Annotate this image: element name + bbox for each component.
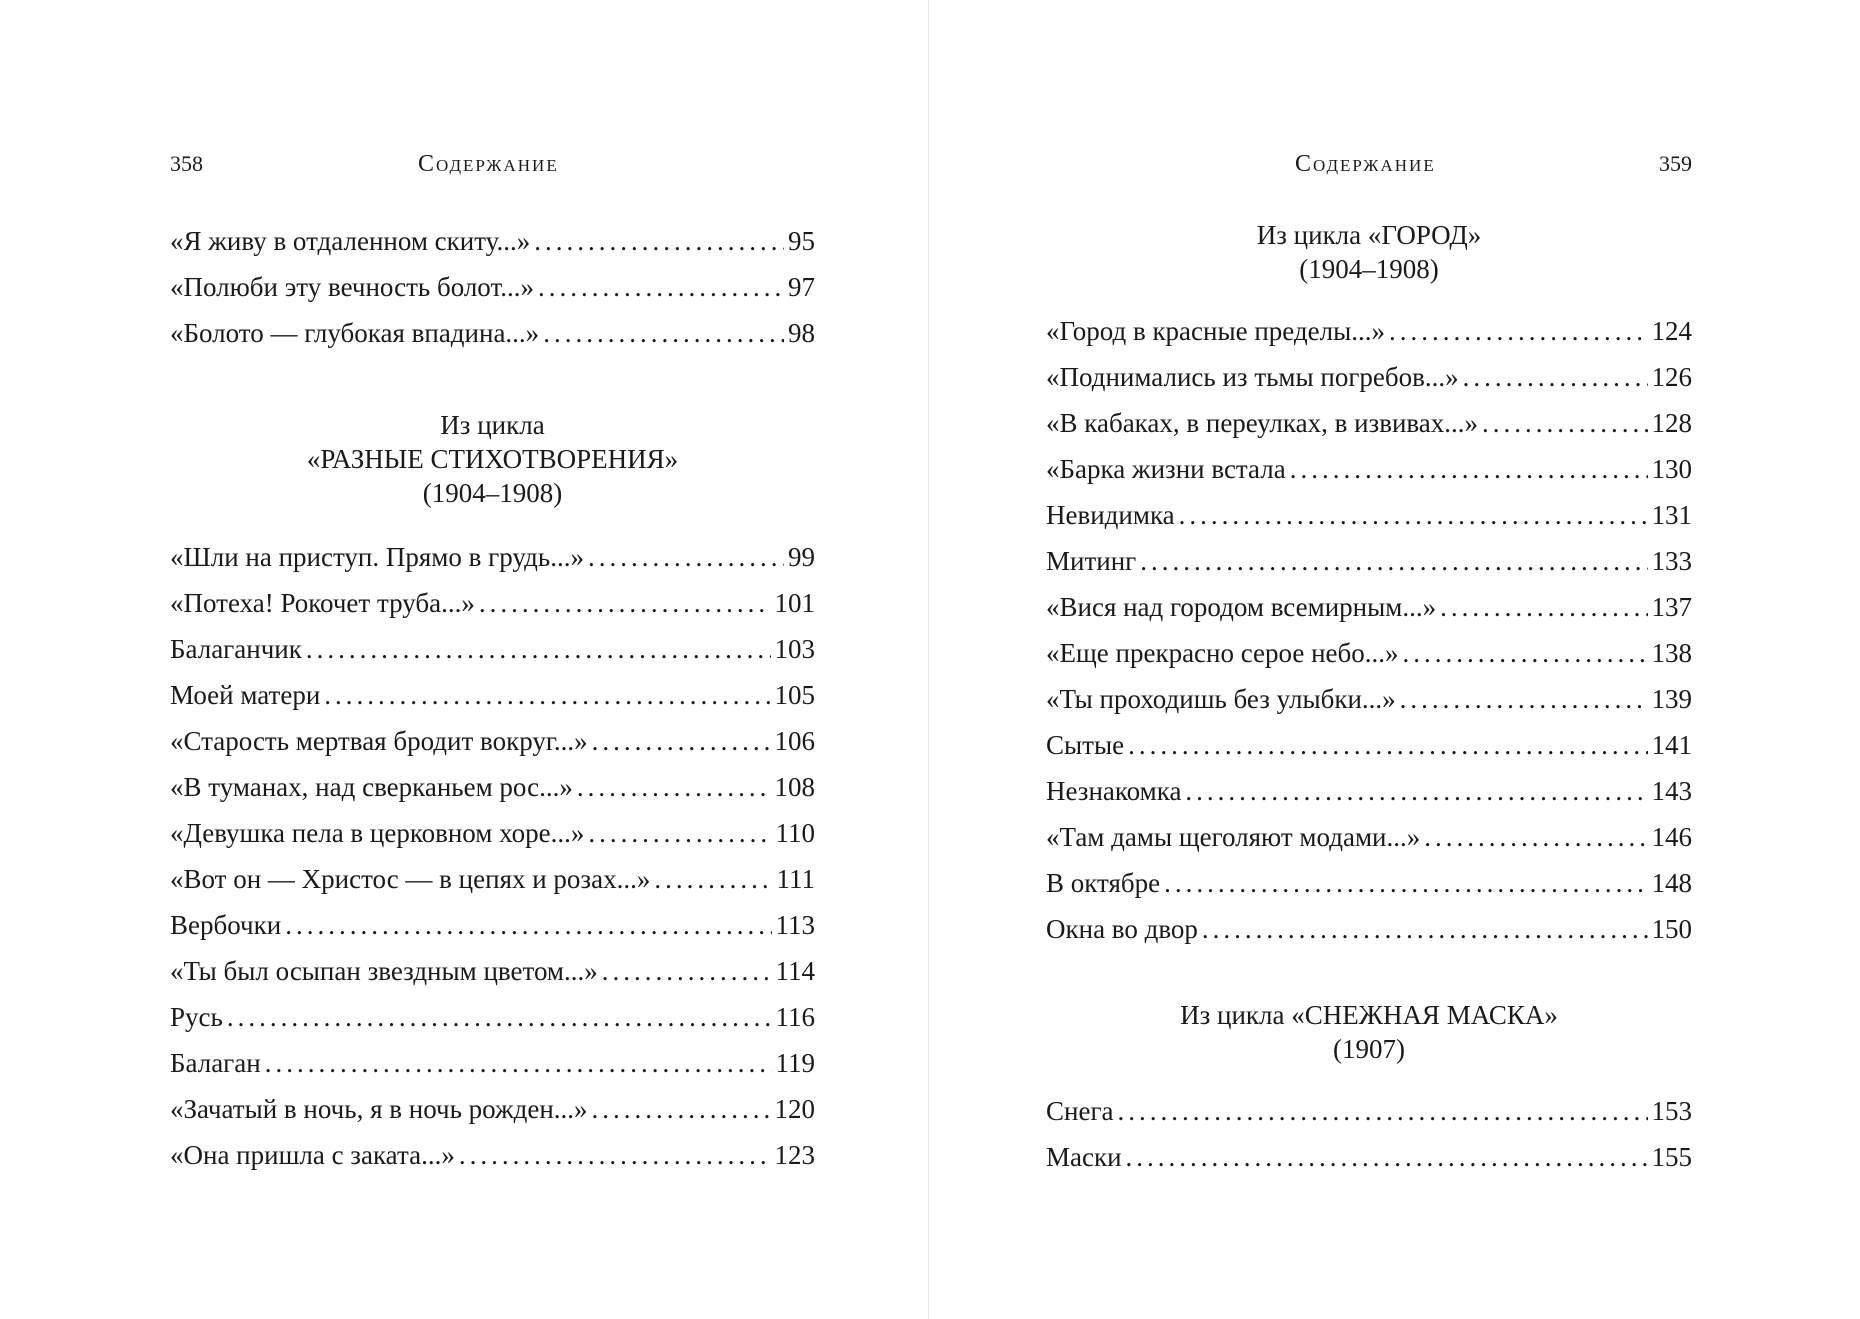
toc-entry-page: 138 xyxy=(1651,638,1692,668)
toc-entry xyxy=(170,1086,815,1132)
toc-entry-title: Невидимка xyxy=(1046,500,1175,530)
toc-entry-title: «Старость мертвая бродит вокруг...» xyxy=(170,726,588,756)
dot-leader xyxy=(1403,630,1648,676)
toc-entry xyxy=(170,534,815,580)
toc-entry xyxy=(170,580,815,626)
toc-entry-page: 105 xyxy=(774,680,815,710)
running-head xyxy=(1046,151,1692,181)
toc-entry-title: Маски xyxy=(1046,1142,1122,1172)
dot-leader xyxy=(602,948,772,994)
toc-entry xyxy=(1046,308,1692,354)
dot-leader xyxy=(324,672,770,718)
dot-leader xyxy=(1463,354,1648,400)
toc-entry-page: 103 xyxy=(774,634,815,664)
dot-leader xyxy=(543,310,784,356)
cycle-heading xyxy=(170,408,815,510)
toc-entry-page: 110 xyxy=(775,818,815,848)
toc-entry-title: Вербочки xyxy=(170,910,282,940)
dot-leader xyxy=(285,902,771,948)
page-number: 359 xyxy=(1659,151,1692,176)
toc-entry-page: 137 xyxy=(1651,592,1692,622)
toc-entry xyxy=(1046,354,1692,400)
dot-leader xyxy=(1290,446,1648,492)
toc-list xyxy=(1046,1088,1692,1180)
dot-leader xyxy=(588,810,771,856)
toc-entry xyxy=(1046,538,1692,584)
running-head xyxy=(170,151,815,181)
dot-leader xyxy=(654,856,772,902)
dot-leader xyxy=(1179,492,1648,538)
toc-entry-page: 99 xyxy=(788,542,815,572)
toc-entry-title: «Вися над городом всемирным...» xyxy=(1046,592,1437,622)
cycle-heading xyxy=(1046,218,1692,286)
toc-entry xyxy=(170,1040,815,1086)
toc-entry-page: 120 xyxy=(774,1094,815,1124)
running-head-title: Содержание xyxy=(418,151,559,177)
toc-entry-title: Балаган xyxy=(170,1048,261,1078)
running-head-title: Содержание xyxy=(1295,151,1436,177)
toc-list xyxy=(170,534,815,1178)
toc-entry-page: 143 xyxy=(1651,776,1692,806)
dot-leader xyxy=(1202,906,1648,952)
toc-entry-page: 119 xyxy=(775,1048,815,1078)
toc-entry-title: Незнакомка xyxy=(1046,776,1182,806)
toc-entry xyxy=(170,994,815,1040)
toc-entry-page: 123 xyxy=(774,1140,815,1170)
toc-entry-title: «Вот он — Христос — в цепях и розах...» xyxy=(170,864,651,894)
dot-leader xyxy=(588,534,784,580)
toc-entry-title: Окна во двор xyxy=(1046,914,1198,944)
toc-entry xyxy=(1046,768,1692,814)
toc-entry xyxy=(170,264,815,310)
toc-content xyxy=(170,218,815,1178)
toc-entry-title: «Она пришла с заката...» xyxy=(170,1140,455,1170)
toc-entry-title: «Болото — глубокая впадина...» xyxy=(170,318,540,348)
dot-leader xyxy=(1389,308,1647,354)
toc-entry-title: Моей матери xyxy=(170,680,321,710)
dot-leader xyxy=(1164,860,1647,906)
dot-leader xyxy=(306,626,771,672)
toc-entry-page: 97 xyxy=(788,272,815,302)
dot-leader xyxy=(592,718,771,764)
right-page xyxy=(1046,0,1692,1319)
cycle-heading-line: (1904–1908) xyxy=(422,478,563,508)
dot-leader xyxy=(265,1040,772,1086)
toc-entry xyxy=(1046,1088,1692,1134)
toc-entry-title: Митинг xyxy=(1046,546,1137,576)
dot-leader xyxy=(1118,1088,1648,1134)
toc-entry-page: 139 xyxy=(1651,684,1692,714)
toc-entry-title: «Полюби эту вечность болот...» xyxy=(170,272,534,302)
toc-entry-title: «Ты проходишь без улыбки...» xyxy=(1046,684,1396,714)
toc-entry xyxy=(1046,1134,1692,1180)
toc-entry xyxy=(1046,814,1692,860)
toc-entry xyxy=(170,672,815,718)
left-page xyxy=(170,0,815,1319)
dot-leader xyxy=(1400,676,1648,722)
dot-leader xyxy=(1126,1134,1648,1180)
cycle-heading-line: «РАЗНЫЕ СТИХОТВОРЕНИЯ» xyxy=(306,444,679,474)
toc-entry-page: 128 xyxy=(1651,408,1692,438)
toc-content xyxy=(1046,218,1692,1180)
toc-entry xyxy=(170,856,815,902)
toc-entry-title: В октябре xyxy=(1046,868,1161,898)
toc-entry-title: «В кабаках, в переулках, в извивах...» xyxy=(1046,408,1479,438)
toc-entry xyxy=(1046,676,1692,722)
toc-entry-title: «Там дамы щеголяют модами...» xyxy=(1046,822,1421,852)
dot-leader xyxy=(459,1132,771,1178)
toc-entry-title: «В туманах, над сверканьем рос...» xyxy=(170,772,573,802)
toc-entry xyxy=(170,310,815,356)
toc-entry xyxy=(170,218,815,264)
toc-entry xyxy=(1046,906,1692,952)
toc-entry xyxy=(1046,446,1692,492)
toc-entry-title: Снега xyxy=(1046,1096,1114,1126)
dot-leader xyxy=(1140,538,1647,584)
toc-entry-page: 124 xyxy=(1651,316,1692,346)
dot-leader xyxy=(577,764,771,810)
toc-entry-page: 133 xyxy=(1651,546,1692,576)
toc-entry xyxy=(170,810,815,856)
toc-entry xyxy=(170,948,815,994)
toc-entry-title: «Я живу в отдаленном скиту...» xyxy=(170,226,531,256)
cycle-heading-line: (1904–1908) xyxy=(1299,254,1439,284)
toc-entry-page: 116 xyxy=(775,1002,815,1032)
toc-entry xyxy=(1046,722,1692,768)
toc-list xyxy=(1046,308,1692,952)
dot-leader xyxy=(1424,814,1647,860)
toc-entry-title: «Город в красные пределы...» xyxy=(1046,316,1386,346)
toc-entry-page: 101 xyxy=(774,588,815,618)
toc-entry-title: Балаганчик xyxy=(170,634,302,664)
cycle-heading-line: Из цикла «СНЕЖНАЯ МАСКА» xyxy=(1180,1000,1558,1030)
toc-entry-title: Русь xyxy=(170,1002,223,1032)
toc-entry-page: 148 xyxy=(1651,868,1692,898)
toc-entry-title: «Шли на приступ. Прямо в грудь...» xyxy=(170,542,584,572)
dot-leader xyxy=(534,218,784,264)
toc-list xyxy=(170,218,815,356)
toc-entry-title: Сытые xyxy=(1046,730,1125,760)
toc-entry xyxy=(170,902,815,948)
toc-entry-page: 155 xyxy=(1651,1142,1692,1172)
toc-entry-page: 146 xyxy=(1651,822,1692,852)
toc-entry xyxy=(170,764,815,810)
toc-entry-page: 141 xyxy=(1651,730,1692,760)
cycle-heading-line: Из цикла xyxy=(440,410,545,440)
toc-entry xyxy=(170,626,815,672)
dot-leader xyxy=(1185,768,1647,814)
toc-entry xyxy=(170,1132,815,1178)
dot-leader xyxy=(1128,722,1647,768)
toc-entry-page: 126 xyxy=(1651,362,1692,392)
dot-leader xyxy=(592,1086,771,1132)
page-number: 358 xyxy=(170,151,203,176)
toc-entry-title: «Барка жизни встала xyxy=(1046,454,1286,484)
cycle-heading-line: (1907) xyxy=(1333,1034,1405,1064)
toc-entry-page: 106 xyxy=(774,726,815,756)
toc-entry-page: 131 xyxy=(1651,500,1692,530)
toc-entry-page: 108 xyxy=(774,772,815,802)
dot-leader xyxy=(538,264,784,310)
cycle-heading xyxy=(1046,998,1692,1066)
toc-entry-title: «Потеха! Рокочет труба...» xyxy=(170,588,475,618)
toc-entry-title: «Ты был осыпан звездным цветом...» xyxy=(170,956,598,986)
toc-entry-title: «Девушка пела в церковном хоре...» xyxy=(170,818,585,848)
toc-entry xyxy=(1046,860,1692,906)
cycle-heading-line: Из цикла «ГОРОД» xyxy=(1256,220,1482,250)
dot-leader xyxy=(1482,400,1647,446)
dot-leader xyxy=(479,580,771,626)
toc-entry-title: «Поднимались из тьмы погребов...» xyxy=(1046,362,1459,392)
toc-entry xyxy=(1046,400,1692,446)
toc-entry-title: «Еще прекрасно серое небо...» xyxy=(1046,638,1399,668)
toc-entry-page: 150 xyxy=(1651,914,1692,944)
toc-entry-page: 113 xyxy=(775,910,815,940)
dot-leader xyxy=(227,994,772,1040)
page-gutter xyxy=(928,0,929,1319)
toc-entry xyxy=(1046,492,1692,538)
toc-entry xyxy=(170,718,815,764)
toc-entry-title: «Зачатый в ночь, я в ночь рожден...» xyxy=(170,1094,588,1124)
toc-entry-page: 111 xyxy=(776,864,815,894)
toc-entry xyxy=(1046,630,1692,676)
toc-entry-page: 130 xyxy=(1651,454,1692,484)
toc-entry-page: 114 xyxy=(775,956,815,986)
dot-leader xyxy=(1440,584,1647,630)
toc-entry-page: 95 xyxy=(788,226,815,256)
toc-entry-page: 98 xyxy=(788,318,815,348)
toc-entry-page: 153 xyxy=(1651,1096,1692,1126)
toc-entry xyxy=(1046,584,1692,630)
